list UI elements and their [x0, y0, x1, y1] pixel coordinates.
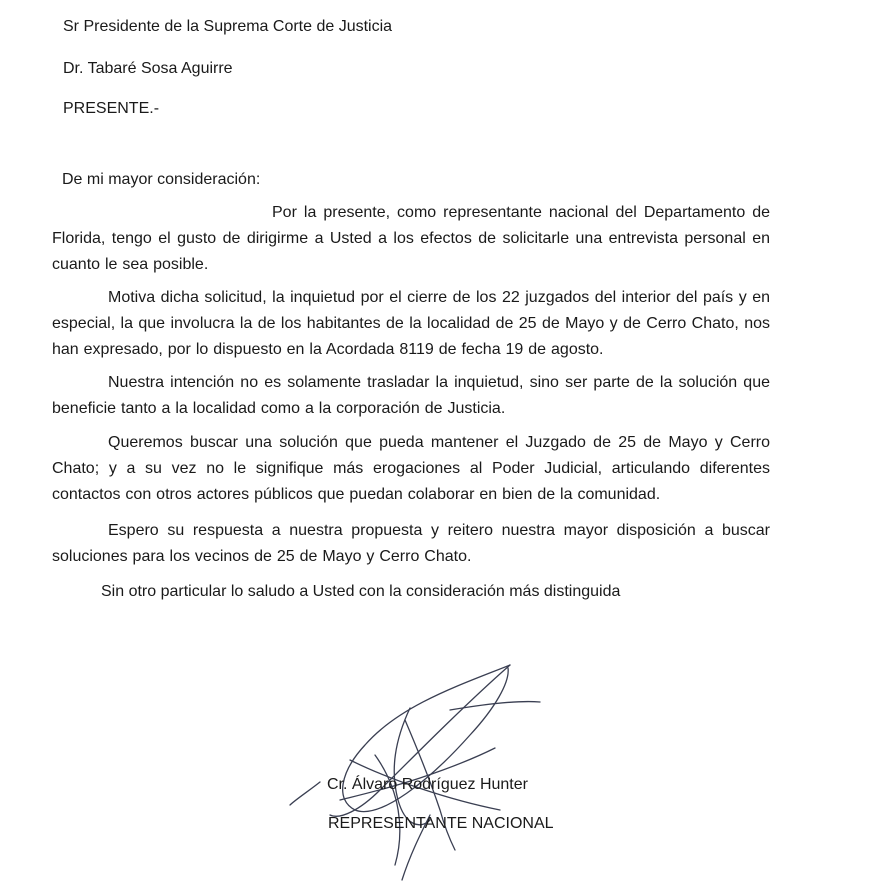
signer-title: REPRESENTANTE NACIONAL	[328, 815, 554, 832]
recipient-line-1: Sr Presidente de la Suprema Corte de Justicia	[63, 18, 393, 35]
body-paragraph-4: Queremos buscar una solución que pueda mantener el Juzgado de 25 de Mayo y Cerro Chato; y a su vez no le signifique más erogaciones al Poder Judicial, articulando diferentes contactos con otros actores públicos que puedan colaborar en bien de la comunidad.	[52, 434, 770, 503]
body-paragraph-2: Motiva dicha solicitud, la inquietud por el cierre de los 22 juzgados del interior del país y en especial, la que involucra la de los habitantes de la localidad de 25 de Mayo y de Cerro Chato, nos han expresado, por lo dispuesto en la Acordada 8119 de fecha 19 de agosto.	[52, 289, 770, 358]
body-paragraph-3: Nuestra intención no es solamente trasladar la inquietud, sino ser parte de la solución que beneficie tanto a la localidad como a la corporación de Justicia.	[52, 374, 770, 417]
salutation: De mi mayor consideración:	[62, 171, 261, 188]
signer-name: Cr. Álvaro Rodríguez Hunter	[327, 776, 528, 793]
recipient-line-3: PRESENTE.-	[63, 100, 160, 117]
signature-icon	[280, 660, 550, 885]
recipient-line-2: Dr. Tabaré Sosa Aguirre	[63, 60, 233, 77]
body-paragraph-1: Por la presente, como representante nacional del Departamento de Florida, tengo el gusto de dirigirme a Usted a los efectos de solicitarle una entrevista personal en cuanto le sea posible.	[52, 204, 770, 273]
closing-line: Sin otro particular lo saludo a Usted con la consideración más distinguida	[101, 583, 621, 600]
body-paragraph-5: Espero su respuesta a nuestra propuesta y reitero nuestra mayor disposición a buscar soluciones para los vecinos de 25 de Mayo y Cerro Chato.	[52, 522, 770, 565]
